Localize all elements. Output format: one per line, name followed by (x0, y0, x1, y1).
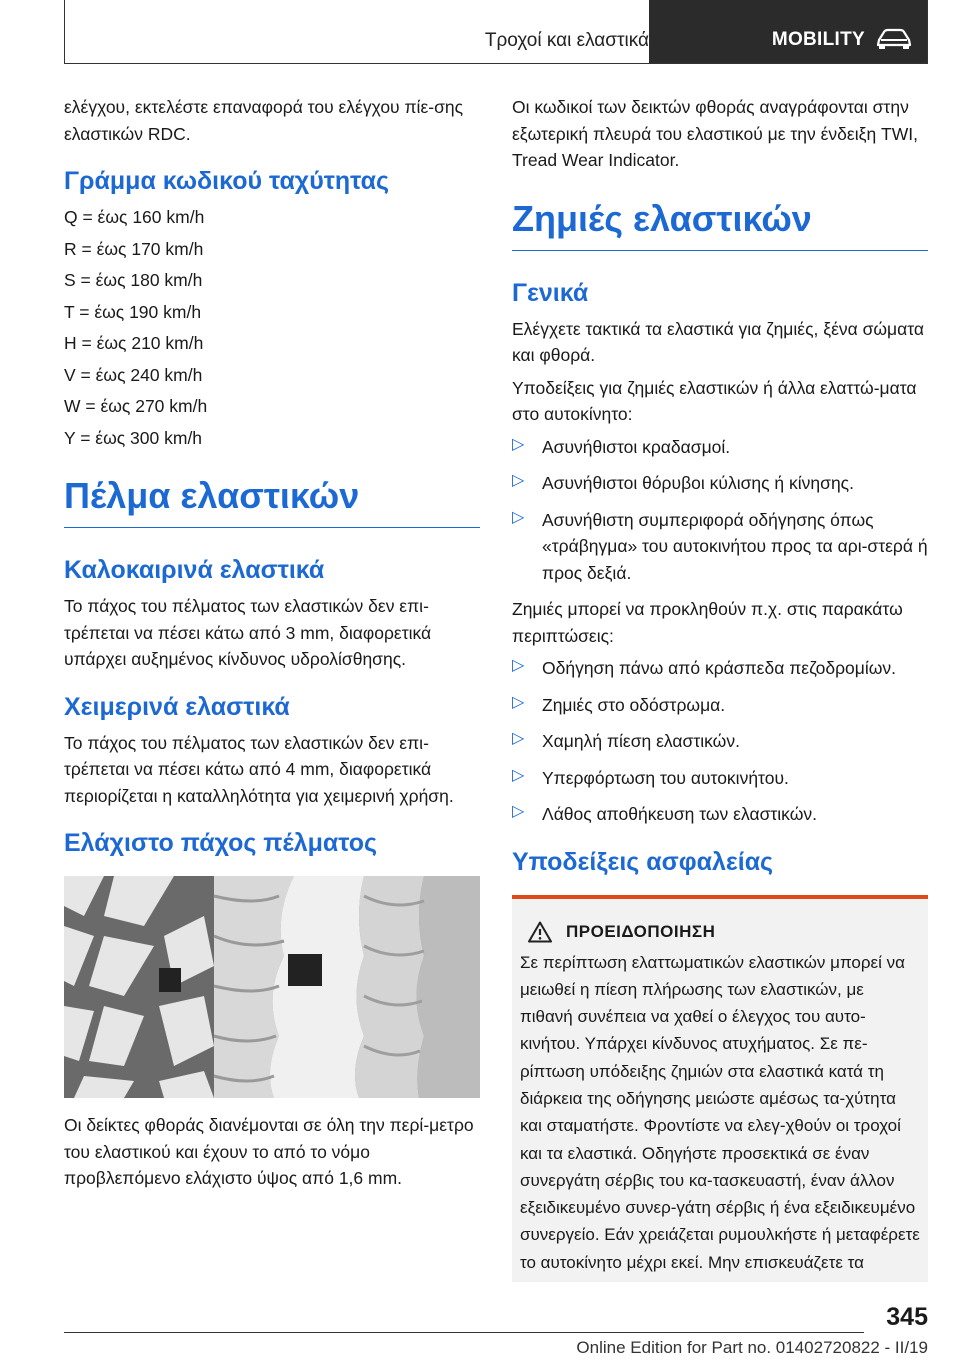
mobility-tab (649, 0, 927, 63)
damage-heading: Ζημιές ελαστικών (512, 198, 928, 251)
intro-text: ελέγχου, εκτελέστε επαναφορά του ελέγχου πίε-σης ελαστικών RDC. (64, 97, 464, 144)
warning-box (512, 895, 928, 1283)
list-item-text: Ασυνήθιστοι κραδασμοί. (542, 436, 731, 457)
general-text: Ελέγχετε τακτικά τα ελαστικά για ζημιές, ξένα σώματα και φθορά. (512, 318, 925, 365)
list-item (512, 692, 928, 719)
warning-header (520, 921, 920, 943)
speed-line: S = έως 180 km/h (64, 270, 203, 290)
list-item (512, 655, 928, 682)
causes-text: Ζημιές μπορεί να προκληθούν π.χ. στις παρακάτω περιπτώσεις: (512, 599, 903, 646)
list-item-text: Οδήγηση πάνω από κράσπεδα πεζοδρομίων. (542, 658, 897, 678)
list-item-text: Λάθος αποθήκευση των ελαστικών. (542, 804, 817, 824)
speed-line: V = έως 240 km/h (64, 364, 203, 385)
list-item (512, 728, 928, 755)
triangle-bullet-icon: ▷ (512, 657, 525, 674)
winter-heading: Χειμερινά ελαστικά (64, 692, 290, 721)
list-item (512, 470, 928, 497)
list-item-text: Ασυνήθιστη συμπεριφορά οδήγησης όπως «τράβηγμα» του αυτοκινήτου προς τα αρι-στερά ή προς δεξιά. (542, 509, 928, 583)
hints-text: Υποδείξεις για ζημιές ελαστικών ή άλλα ελαττώ-ματα στο αυτοκίνητο: (512, 377, 917, 424)
winter-text: Το πάχος του πέλματος των ελαστικών δεν επι-τρέπεται να πέσει κάτω από 4 mm, διαφορετικά περιορίζεται η καταλληλότητα για χειμερινή χρήση. (64, 732, 454, 806)
page-number: 345 (886, 1303, 928, 1331)
list-item-text: Υπερφόρτωση του αυτοκινήτου. (542, 767, 789, 788)
warning-title: ΠΡΟΕΙΔΟΠΟΙΗΣΗ (566, 921, 716, 941)
twi-text: Οι κωδικοί των δεικτών φθοράς αναγράφονται στην εξωτερική πλευρά του ελαστικού με την ένδειξη TWI, Tread Wear Indicator. (512, 97, 918, 170)
page-header (64, 0, 928, 64)
car-icon (875, 28, 913, 50)
speed-heading: Γράμμα κωδικού ταχύτητας (64, 167, 390, 195)
tire-tread-illustration (64, 876, 480, 1098)
min-tread-text: Οι δείκτες φθοράς διανέμονται σε όλη την περί-μετρο του ελαστικού και έχουν το από το νόμο προβλεπόμενο ελάχιστο ύψος από 1,6 mm. (64, 1115, 474, 1188)
speed-line: H = έως 210 km/h (64, 333, 204, 353)
safety-heading: Υποδείξεις ασφαλείας (512, 847, 774, 876)
left-column (64, 94, 480, 1192)
speed-line: W = έως 270 km/h (64, 396, 208, 416)
list-item-text: Ζημιές στο οδόστρωμα. (542, 694, 726, 715)
triangle-bullet-icon: ▷ (512, 730, 525, 747)
triangle-bullet-icon: ▷ (512, 766, 525, 784)
speed-line: Q = έως 160 km/h (64, 207, 205, 227)
mobility-label: MOBILITY (771, 29, 865, 50)
list-item (512, 801, 928, 828)
summer-text: Το πάχος του πέλματος των ελαστικών δεν επι-τρέπεται να πέσει κάτω από 3 mm, διαφορετικά υπάρχει αυξημένος κίνδυνος υδρολίσθησης. (64, 596, 432, 669)
list-item-text: Ασυνήθιστοι θόρυβοι κύλισης ή κίνησης. (542, 473, 854, 493)
speed-line: R = έως 170 km/h (64, 238, 204, 259)
summer-heading: Καλοκαιρινά ελαστικά (64, 556, 325, 584)
list-item (512, 765, 928, 792)
warning-text: Σε περίπτωση ελαττωματικών ελαστικών μπορεί να μειωθεί η πίεση πλήρωσης των ελαστικών, με πιθανή συνέπεια να χαθεί ο έλεγχος του αυτο-κινήτου. Υπάρχει κίνδυνος ατυχήματος. Σε πε-ρίπτωση υπόδειξης ζημιών στα ελαστικά κατά τη διάρκεια της οδήγησης μειώστε αμέσως τα-χύτητα και σταματήστε. Φροντίστε να ελεγ-χθούν οι τροχοί και τα ελαστικά. Οδηγήστε προσεκτικά σε έναν συνεργάτη σέρβις του κα-τασκευαστή, έναν άλλον εξειδικευμένο συνερ-γάτη σέρβις ή ένα εξειδικευμένο συνεργείο. Εάν χρειάζεται ρυμουλκήστε ή μεταφέρετε το αυτοκίνητο μέχρι εκεί. Μην επισκευάζετε τα (520, 952, 920, 1272)
min-tread-heading: Ελάχιστο πάχος πέλματος (64, 829, 378, 857)
speed-line: Y = έως 300 km/h (64, 427, 203, 448)
triangle-bullet-icon: ▷ (512, 508, 525, 526)
triangle-bullet-icon: ▷ (512, 803, 525, 820)
list-item (512, 507, 928, 587)
warning-triangle-icon (528, 921, 552, 943)
right-column (512, 94, 928, 1282)
general-heading: Γενικά (512, 278, 589, 307)
list-item-text: Χαμηλή πίεση ελαστικών. (542, 731, 740, 751)
tread-heading: Πέλμα ελαστικών (64, 475, 480, 528)
triangle-bullet-icon: ▷ (512, 472, 525, 489)
speed-line: T = έως 190 km/h (64, 301, 202, 322)
section-title: Τροχοί και ελαστικά (484, 30, 649, 51)
triangle-bullet-icon: ▷ (512, 693, 525, 711)
triangle-bullet-icon: ▷ (512, 435, 525, 453)
footer-edition: Online Edition for Part no. 01402720822 - II/19 (576, 1338, 928, 1357)
list-item (512, 434, 928, 461)
footer-divider (64, 1332, 864, 1333)
